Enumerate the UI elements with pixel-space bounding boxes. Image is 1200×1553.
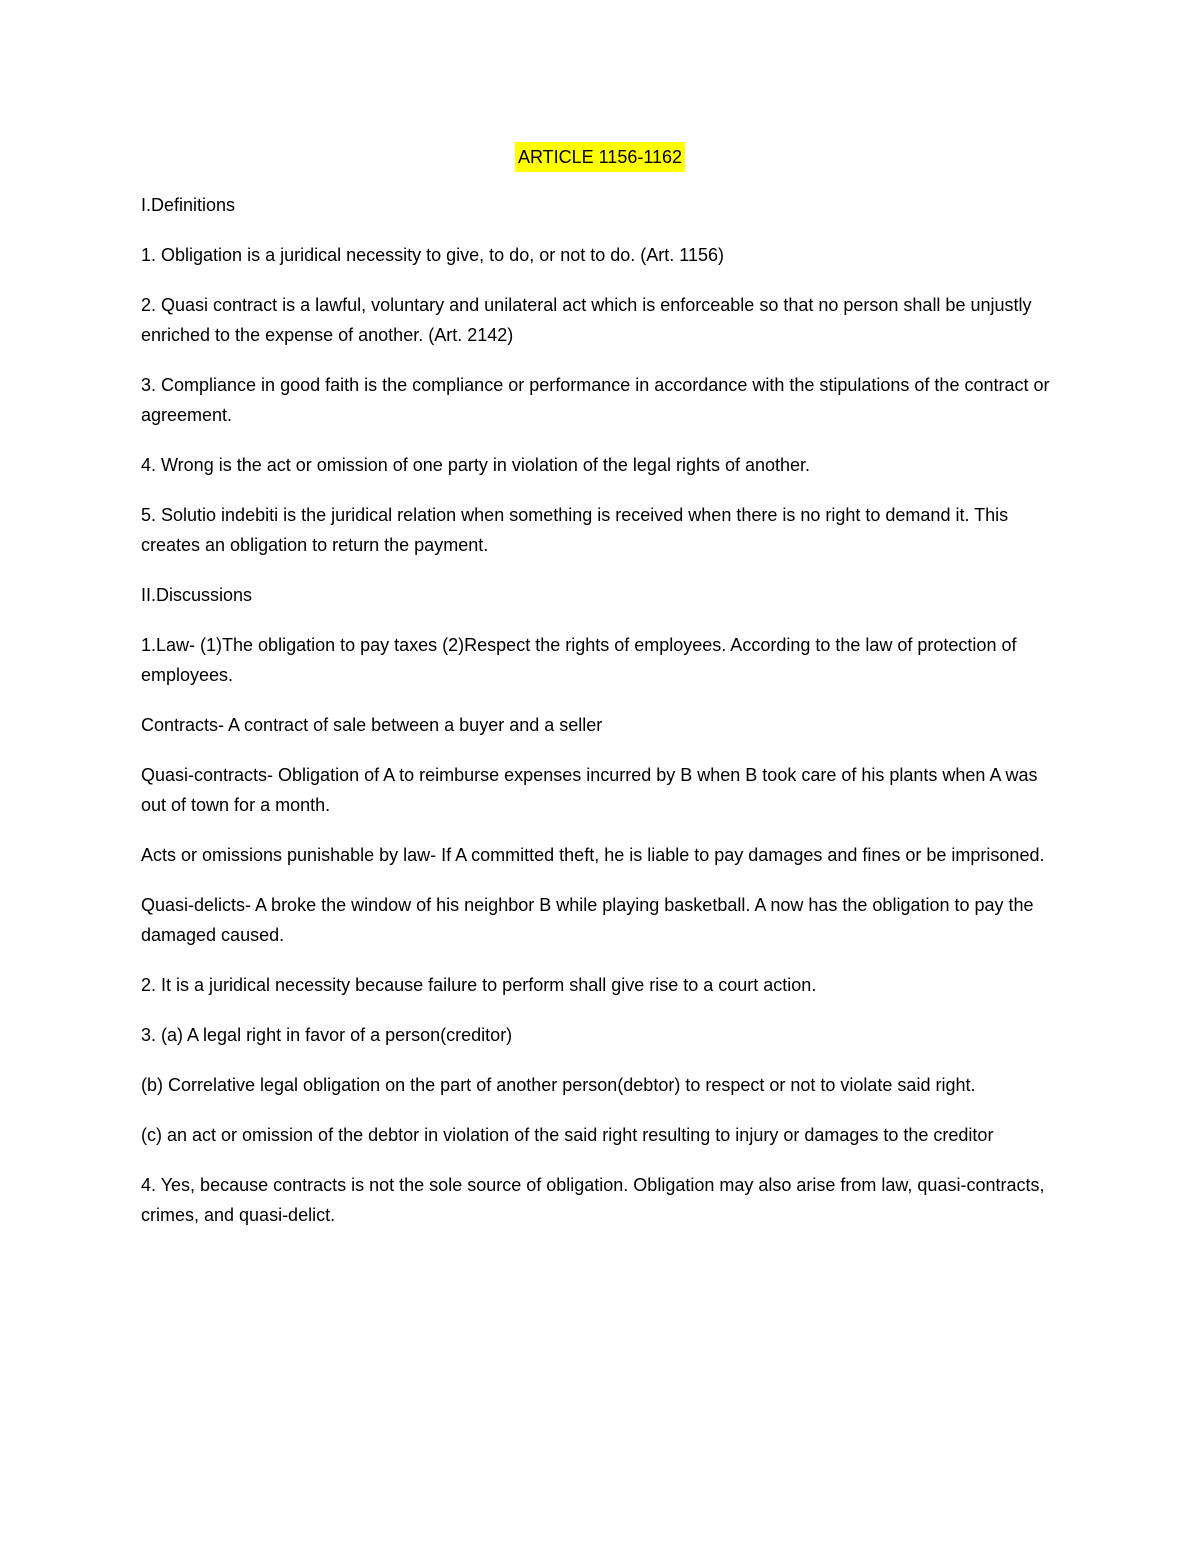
discussion-item: 1.Law- (1)The obligation to pay taxes (2)Respect the rights of employees. According to the law of protection of employees. <box>141 635 1017 685</box>
discussion-item: 2. It is a juridical necessity because failure to perform shall give rise to a court action. <box>141 975 817 995</box>
definition-item: 3. Compliance in good faith is the compliance or performance in accordance with the stipulations of the contract or agreement. <box>141 375 1050 425</box>
discussion-item: 4. Yes, because contracts is not the sole source of obligation. Obligation may also arise from law, quasi-contracts, crimes, and quasi-delict. <box>141 1175 1045 1225</box>
discussion-item: 3. (a) A legal right in favor of a person(creditor) <box>141 1025 513 1045</box>
definition-item: 1. Obligation is a juridical necessity to give, to do, or not to do. (Art. 1156) <box>141 245 724 265</box>
document-title: ARTICLE 1156-1162 <box>515 142 685 172</box>
definition-item: 5. Solutio indebiti is the juridical relation when something is received when there is no right to demand it. This creates an obligation to return the payment. <box>141 505 1009 555</box>
discussion-item: Contracts- A contract of sale between a buyer and a seller <box>141 715 603 735</box>
definition-item: 2. Quasi contract is a lawful, voluntary and unilateral act which is enforceable so that no person shall be unjustly enriched to the expense of another. (Art. 2142) <box>141 295 1032 345</box>
title-container <box>0 142 1200 172</box>
discussion-item: Acts or omissions punishable by law- If A committed theft, he is liable to pay damages and fines or be imprisoned. <box>141 845 1045 865</box>
discussion-item: (b) Correlative legal obligation on the part of another person(debtor) to respect or not to violate said right. <box>141 1075 976 1095</box>
discussion-item: (c) an act or omission of the debtor in violation of the said right resulting to injury or damages to the creditor <box>141 1125 994 1145</box>
document-body <box>141 190 1061 1250</box>
section-heading-definitions: I.Definitions <box>141 195 236 215</box>
section-heading-discussions: II.Discussions <box>141 585 253 605</box>
discussion-item: Quasi-contracts- Obligation of A to reimburse expenses incurred by B when B took care of his plants when A was out of town for a month. <box>141 765 1038 815</box>
definition-item: 4. Wrong is the act or omission of one party in violation of the legal rights of another. <box>141 455 811 475</box>
discussion-item: Quasi-delicts- A broke the window of his neighbor B while playing basketball. A now has the obligation to pay the damaged caused. <box>141 895 1034 945</box>
